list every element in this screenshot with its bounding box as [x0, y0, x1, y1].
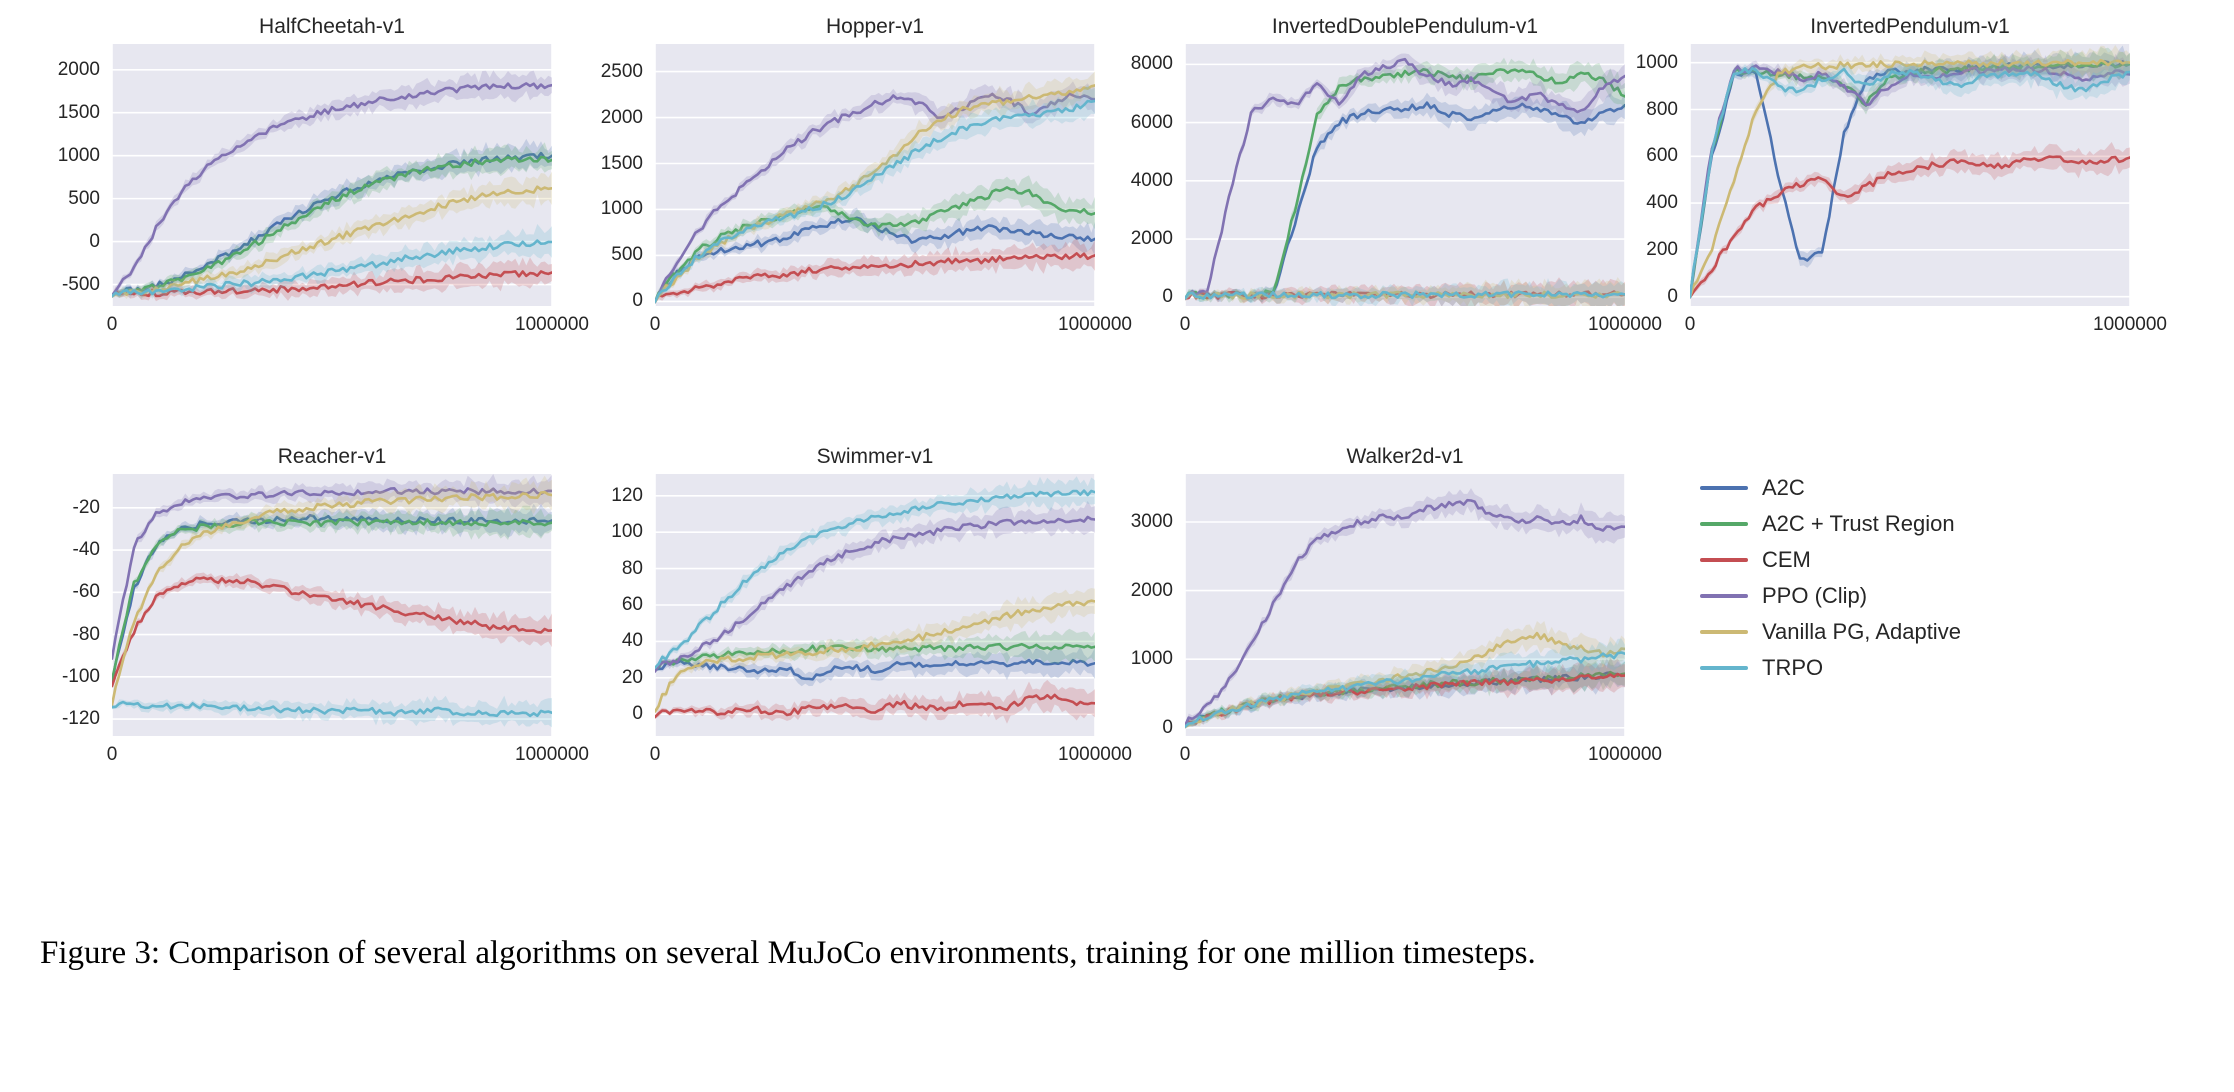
- y-axis-tick-label: 500: [68, 187, 100, 209]
- y-axis-tick-label: 80: [621, 557, 643, 579]
- legend-item: [1700, 650, 1961, 686]
- y-axis-tick-label: -80: [72, 623, 100, 645]
- plot-area: [655, 44, 1095, 306]
- panel-title: InvertedPendulum-v1: [1810, 15, 2010, 38]
- y-axis-tick-label: 0: [632, 703, 643, 725]
- y-axis-tick-label: 1000: [57, 144, 100, 166]
- panel-title: Reacher-v1: [277, 445, 387, 468]
- x-axis-tick-label: 1000000: [1058, 314, 1132, 335]
- legend-label: A2C + Trust Region: [1762, 511, 1955, 536]
- y-axis-tick-label: 0: [632, 290, 643, 312]
- y-axis-tick-label: 2000: [57, 58, 100, 80]
- chart-panel: [1635, 14, 2167, 338]
- chart-panel: [611, 444, 1132, 768]
- panel-title: InvertedDoublePendulum-v1: [1271, 15, 1539, 38]
- legend-color-swatch: [1700, 486, 1748, 490]
- y-axis-tick-label: 6000: [1130, 111, 1173, 133]
- y-axis-tick-label: 2000: [1130, 579, 1173, 601]
- x-axis-tick-label: 1000000: [2093, 314, 2167, 335]
- y-axis-tick-label: 4000: [1130, 169, 1173, 191]
- y-axis-tick-label: -120: [61, 708, 100, 730]
- legend-item: [1700, 542, 1961, 578]
- caption-text: Comparison of several algorithms on several MuJoCo environments, training for one million timesteps.: [168, 935, 1536, 971]
- x-axis-tick-label: 0: [1179, 744, 1191, 765]
- legend-label: A2C: [1762, 475, 1805, 500]
- y-axis-tick-label: 1500: [600, 152, 643, 174]
- x-axis-tick-label: 0: [649, 744, 661, 765]
- chart-panel: [61, 444, 589, 768]
- chart-panel: [1130, 444, 1662, 768]
- chart-panel: [1130, 14, 1662, 338]
- y-axis-tick-label: 2000: [1130, 228, 1173, 250]
- figure-caption: [40, 928, 2190, 978]
- legend-item: [1700, 578, 1961, 614]
- plot-area: [655, 474, 1095, 736]
- y-axis-tick-label: 100: [611, 521, 643, 543]
- y-axis-tick-label: 60: [621, 594, 643, 615]
- legend-color-swatch: [1700, 522, 1748, 526]
- x-axis-tick-label: 0: [1179, 314, 1191, 335]
- legend-label: CEM: [1762, 547, 1811, 572]
- legend-item: [1700, 470, 1961, 506]
- legend-label: TRPO: [1762, 655, 1824, 680]
- legend-item: [1700, 506, 1961, 542]
- panel-title: Swimmer-v1: [816, 445, 934, 468]
- y-axis-tick-label: 8000: [1130, 53, 1173, 75]
- y-axis-tick-label: -40: [72, 539, 100, 561]
- legend-label: Vanilla PG, Adaptive: [1762, 619, 1961, 644]
- legend-item: [1700, 614, 1961, 650]
- legend-color-swatch: [1700, 594, 1748, 598]
- y-axis-tick-label: 1000: [1130, 648, 1173, 670]
- legend-color-swatch: [1700, 666, 1748, 670]
- y-axis-tick-label: 800: [1646, 98, 1678, 120]
- legend-color-swatch: [1700, 558, 1748, 562]
- x-axis-tick-label: 0: [106, 314, 118, 335]
- panel-title: HalfCheetah-v1: [259, 15, 405, 38]
- plot-area: [1690, 44, 2130, 306]
- y-axis-tick-label: 0: [1667, 285, 1678, 307]
- y-axis-tick-label: -20: [72, 496, 100, 518]
- legend-color-swatch: [1700, 630, 1748, 634]
- x-axis-tick-label: 0: [106, 744, 118, 765]
- y-axis-tick-label: 1000: [600, 198, 643, 220]
- x-axis-tick-label: 1000000: [515, 314, 589, 335]
- legend-label: PPO (Clip): [1762, 583, 1868, 608]
- y-axis-tick-label: 3000: [1130, 511, 1173, 532]
- y-axis-tick-label: 200: [1646, 238, 1678, 260]
- caption-label: Figure 3:: [40, 935, 161, 971]
- plot-area: [112, 474, 552, 736]
- y-axis-tick-label: -500: [61, 273, 100, 295]
- x-axis-tick-label: 1000000: [515, 744, 589, 765]
- x-axis-tick-label: 1000000: [1058, 744, 1132, 765]
- chart-panel: [600, 14, 1132, 338]
- plot-area: [1185, 474, 1625, 736]
- y-axis-tick-label: 0: [1162, 716, 1173, 738]
- x-axis-tick-label: 0: [1684, 314, 1696, 335]
- y-axis-tick-label: 120: [611, 484, 643, 506]
- y-axis-tick-label: 2500: [600, 60, 643, 82]
- legend: [1700, 470, 1961, 686]
- y-axis-tick-label: 1000: [1635, 51, 1678, 73]
- y-axis-tick-label: 400: [1646, 192, 1678, 214]
- plot-area: [1185, 44, 1625, 306]
- y-axis-tick-label: 40: [621, 630, 643, 652]
- y-axis-tick-label: 0: [89, 230, 100, 252]
- y-axis-tick-label: 0: [1162, 286, 1173, 308]
- y-axis-tick-label: 500: [611, 244, 643, 266]
- plot-area: [112, 44, 552, 306]
- x-axis-tick-label: 1000000: [1588, 744, 1662, 765]
- panel-title: Walker2d-v1: [1346, 445, 1464, 468]
- y-axis-tick-label: -100: [61, 665, 100, 687]
- y-axis-tick-label: -60: [72, 581, 100, 603]
- y-axis-tick-label: 1500: [57, 101, 100, 123]
- panel-title: Hopper-v1: [825, 15, 925, 38]
- chart-panel: [57, 14, 589, 338]
- y-axis-tick-label: 600: [1646, 145, 1678, 167]
- x-axis-tick-label: 1000000: [1588, 314, 1662, 335]
- x-axis-tick-label: 0: [649, 314, 661, 335]
- y-axis-tick-label: 20: [621, 666, 643, 688]
- y-axis-tick-label: 2000: [600, 106, 643, 128]
